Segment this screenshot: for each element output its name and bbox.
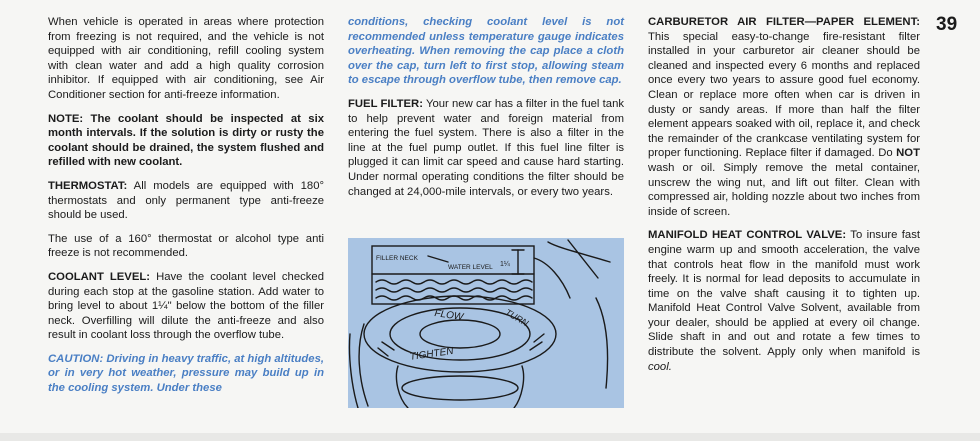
fuel-filter-paragraph: [348, 97, 624, 199]
carburetor-filter-heading: CARBURETOR AIR FILTER—PAPER ELEMENT:: [648, 16, 920, 28]
filler-neck-label: FILLER NECK: [376, 255, 418, 262]
manifold-cool-emphasis: cool.: [648, 360, 672, 373]
page-bottom-edge: [0, 433, 980, 441]
cap-text-turn: TURN: [503, 307, 531, 329]
page-number: 39: [936, 14, 958, 35]
radiator-cap-illustration: [348, 238, 624, 408]
manifold-valve-heading: MANIFOLD HEAT CONTROL VALVE:: [648, 229, 847, 242]
column-left: [48, 15, 324, 405]
coolant-note: NOTE: The coolant should be inspected at six month intervals. If the solution is dirty or rusty the coolant should be drained, the system flushed and refilled with new coolant.: [48, 112, 324, 169]
measure-label: 1¼: [500, 261, 510, 268]
thermostat-body: All models are equipped with 180° thermostats and only permanent type anti-freeze should be used.: [48, 179, 324, 222]
thermostat-160-paragraph: The use of a 160° thermostat or alcohol type anti freeze is not recommended.: [48, 232, 324, 260]
caution-continued: conditions, checking coolant level is not recommended unless temperature gauge indicates overheating. When removing the cap place a cloth over the cap, turn left to first stop, allowing steam to escape through overflow tube, then remove cap.: [348, 16, 624, 87]
fuel-filter-body: Your new car has a filter in the fuel tank to help prevent water and foreign material from entering the fuel system. There is also a filter in the line at the fuel pump outlet. If this fuel line filter is plugged it can limit car speed and cause hard starting. Under normal operating conditions the filter should be changed at 24,000-mile intervals, or every two years.: [348, 97, 625, 198]
carburetor-not-emphasis: NOT: [896, 147, 920, 160]
carburetor-filter-body-a: This special easy-to-change fire-resistant filter installed in your carburetor air cleaner should be cleaned and inspected every 6 months and replaced once every two years to assure good fuel economy. Clean or replace more often when car is driven in dusty or sandy areas. If more than half the filter element appears soaked with oil, replace it, and check the remainder of the crankcase ventilating system for proper functioning. Replace filter if damaged. Do: [648, 30, 920, 160]
cap-text-tighten: TIGHTEN: [409, 345, 455, 363]
carburetor-filter-paragraph: [648, 15, 920, 219]
coolant-level-heading: COOLANT LEVEL:: [48, 270, 151, 283]
thermostat-paragraph: [48, 179, 324, 223]
cooling-refill-paragraph: When vehicle is operated in areas where protection from freezing is not required, and the vehicle is not equipped with air conditioning, refill cooling system with clean water and add a high quality corrosion inhibitor. If equipped with air conditioning, see Air Conditioner section for anti-freeze information.: [48, 16, 324, 101]
manifold-valve-body: To insure fast engine warm up and smooth acceleration, the valve that controls heat flow in the manifold must work freely. It is normal for lead deposits to accumulate in time on the valve shaft causing it to tighten up. Manifold Heat Control Valve Solvent, available from your dealer, should be applied at every oil change. Slide shaft in and out and rotate a few times to distribute the solvent. Apply only when manifold is: [648, 229, 920, 359]
cap-text-flow: FLOW: [433, 308, 464, 324]
radiator-cap-drawing: [348, 238, 624, 408]
column-right: [648, 15, 920, 383]
thermostat-heading: THERMOSTAT:: [48, 179, 128, 192]
fuel-filter-heading: FUEL FILTER:: [348, 97, 423, 110]
column-middle: [348, 15, 624, 208]
coolant-level-paragraph: [48, 270, 324, 343]
water-level-label: WATER LEVEL: [448, 264, 493, 271]
carburetor-filter-body-b: wash or oil. Simply remove the metal container, unscrew the wing nut, and lift out filter. Clean with compressed air, holding nozzle about two inches from inside of screen.: [648, 161, 920, 218]
coolant-level-body: Have the coolant level checked during each stop at the gasoline station. Add water to bring level to about 1¼" below the bottom of the filler neck. Overfilling will dilute the anti-freeze and also result in coolant loss through the overflow tube.: [48, 270, 324, 342]
caution-paragraph: CAUTION: Driving in heavy traffic, at high altitudes, or in very hot weather, pressure may build up in the cooling system. Under these: [48, 352, 324, 395]
manifold-valve-paragraph: [648, 228, 920, 374]
